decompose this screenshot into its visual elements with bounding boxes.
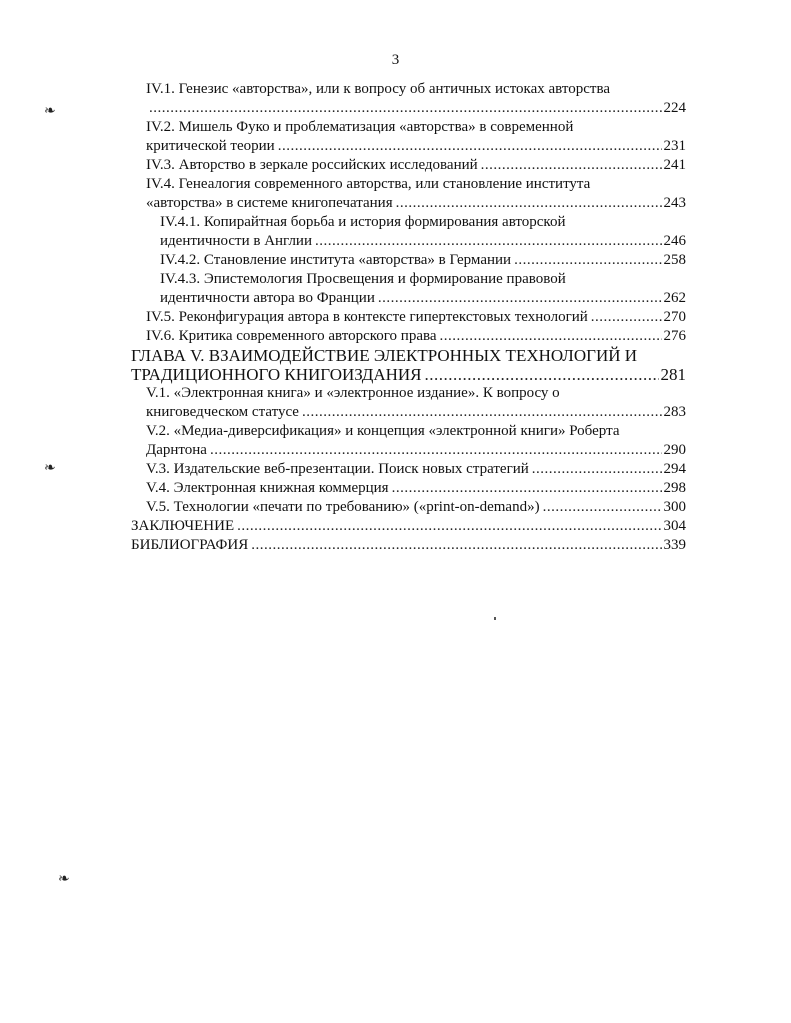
- toc-page-number: 270: [663, 309, 686, 325]
- toc-entry: [146, 175, 686, 213]
- scan-mark-icon: ❧: [58, 872, 70, 887]
- toc-page-number: 241: [663, 157, 686, 173]
- toc-entry: [146, 479, 686, 498]
- toc-entry: [146, 80, 686, 118]
- toc-entry: [146, 384, 686, 422]
- toc-entry-title: V.1. «Электронная книга» и «электронное издание». К вопросу о: [146, 385, 560, 401]
- toc-page-number: 294: [663, 461, 686, 477]
- toc-entry: [160, 251, 686, 270]
- toc-entry: [160, 270, 686, 308]
- toc-page-number: 262: [663, 290, 686, 306]
- dot-leader: [514, 251, 661, 270]
- toc-entry-title-end: «авторства» в системе книгопечатания: [146, 195, 393, 211]
- toc-entry-title: IV.4.3. Эпистемология Просвещения и формирование правовой: [160, 271, 566, 287]
- toc-page-number: 298: [663, 480, 686, 496]
- toc-page-number: 224: [663, 100, 686, 116]
- dot-leader: [425, 365, 659, 384]
- dot-leader: [149, 99, 662, 118]
- dot-leader: [481, 156, 662, 175]
- scan-speck: [494, 617, 496, 620]
- dot-leader: [237, 517, 661, 536]
- toc-entry-title-end: V.4. Электронная книжная коммерция: [146, 480, 389, 496]
- toc-entry: [146, 308, 686, 327]
- toc-entry-title-end: IV.3. Авторство в зеркале российских исследований: [146, 157, 478, 173]
- toc-entry-title-end: идентичности в Англии: [160, 233, 312, 249]
- dot-leader: [378, 289, 662, 308]
- toc-entry-title-end: V.3. Издательские веб-презентации. Поиск новых стратегий: [146, 461, 529, 477]
- toc-entry-title: V.2. «Медиа-диверсификация» и концепция «электронной книги» Роберта: [146, 423, 620, 439]
- toc-entry-title: IV.1. Генезис «авторства», или к вопросу об античных истоках авторства: [146, 81, 610, 97]
- dot-leader: [396, 194, 662, 213]
- toc-entry: [146, 498, 686, 517]
- toc-entry-title-end: IV.4.2. Становление института «авторства» в Германии: [160, 252, 512, 268]
- scan-mark-icon: ❧: [44, 104, 56, 119]
- dot-leader: [543, 498, 662, 517]
- dot-leader: [315, 232, 662, 251]
- toc-entry: [131, 536, 686, 555]
- dot-leader: [210, 441, 662, 460]
- toc-page-number: 281: [660, 365, 686, 384]
- scan-mark-icon: ❧: [44, 461, 56, 476]
- toc-page-number: 290: [663, 442, 686, 458]
- toc-entry: [146, 327, 686, 346]
- toc-page-number: 243: [663, 195, 686, 211]
- toc-entry: [146, 460, 686, 479]
- dot-leader: [392, 479, 662, 498]
- dot-leader: [532, 460, 662, 479]
- toc-entry-title-end: книговедческом статусе: [146, 404, 299, 420]
- toc-entry-title-end: V.5. Технологии «печати по требованию» («print-on-demand»): [146, 499, 540, 515]
- toc-page-number: 304: [663, 518, 686, 534]
- toc-entry-title-end: ТРАДИЦИОННОГО КНИГОИЗДАНИЯ: [131, 365, 422, 384]
- page-number: 3: [391, 52, 400, 68]
- toc-page-number: 300: [663, 499, 686, 515]
- toc-entry-title-end: IV.5. Реконфигурация автора в контексте гипертекстовых технологий: [146, 309, 588, 325]
- toc-page-number: 258: [663, 252, 686, 268]
- dot-leader: [440, 327, 662, 346]
- toc-entry: [146, 118, 686, 156]
- toc-entry-title-end: ЗАКЛЮЧЕНИЕ: [131, 518, 235, 534]
- dot-leader: [302, 403, 662, 422]
- toc-entry: [146, 422, 686, 460]
- toc-entry-title: IV.2. Мишель Фуко и проблематизация «авторства» в современной: [146, 119, 574, 135]
- toc-entry: [131, 517, 686, 536]
- toc-page-number: 339: [663, 537, 686, 553]
- toc-entry-title-end: БИБЛИОГРАФИЯ: [131, 537, 249, 553]
- toc-entry-title-end: идентичности автора во Франции: [160, 290, 375, 306]
- toc-entry-title-end: критической теории: [146, 138, 275, 154]
- toc-entry-title-end: Дарнтона: [146, 442, 207, 458]
- toc-entry: [146, 156, 686, 175]
- toc-entry-title: IV.4. Генеалогия современного авторства, или становление института: [146, 176, 591, 192]
- toc-entry-title: ГЛАВА V. ВЗАИМОДЕЙСТВИЕ ЭЛЕКТРОННЫХ ТЕХНОЛОГИЙ И: [131, 346, 638, 365]
- toc-entry-title: IV.4.1. Копирайтная борьба и история формирования авторской: [160, 214, 566, 230]
- toc-page-number: 246: [663, 233, 686, 249]
- toc-page-number: 283: [663, 404, 686, 420]
- toc-chapter-entry: [131, 346, 686, 384]
- toc-page-number: 231: [663, 138, 686, 154]
- dot-leader: [278, 137, 662, 156]
- dot-leader: [591, 308, 662, 327]
- toc-entry-title-end: IV.6. Критика современного авторского права: [146, 328, 437, 344]
- toc-entry: [160, 213, 686, 251]
- dot-leader: [251, 536, 661, 555]
- toc-page-number: 276: [663, 328, 686, 344]
